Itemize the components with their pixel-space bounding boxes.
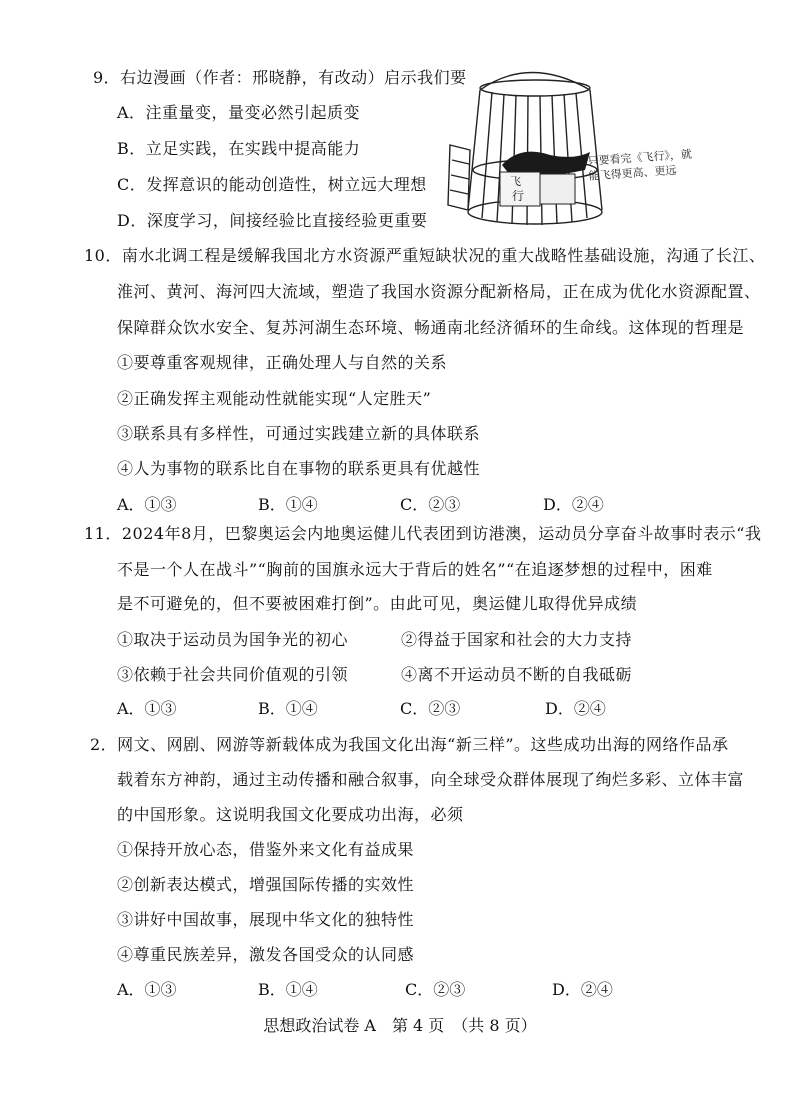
q10-item-2: ②正确发挥主观能动性就能实现“人定胜天”: [117, 389, 432, 408]
q12-item-1: ①保持开放心态，借鉴外来文化有益成果: [117, 840, 415, 859]
q12-item-4: ④尊重民族差异，激发各国受众的认同感: [117, 945, 415, 964]
q12-stem-line-3: 的中国形象。这说明我国文化要成功出海，必须: [117, 805, 464, 824]
q12-stem-line-2: 载着东方神韵，通过主动传播和融合叙事，向全球受众群体展现了绚烂多彩、立体丰富: [117, 770, 745, 789]
q10-item-3: ③联系具有多样性，可通过实践建立新的具体联系: [117, 424, 481, 443]
q12-choice-b: B．①④: [258, 980, 318, 999]
q10-stem-line-1: 10．南水北调工程是缓解我国北方水资源严重短缺状况的重大战略性基础设施，沟通了长江、: [84, 246, 766, 265]
book-label-2: 行: [512, 189, 525, 203]
q11-stem-line-1: 11．2024年8月，巴黎奥运会内地奥运健儿代表团到访港澳，运动员分享奋斗故事时表示“我: [84, 524, 762, 543]
q11-choice-c: C．②③: [400, 699, 461, 718]
q9-option-d: D．深度学习，间接经验比直接经验更重要: [117, 211, 428, 230]
q9-stem: 9．右边漫画（作者：邢晓静，有改动）启示我们要: [93, 68, 467, 87]
q10-choice-a: A．①③: [117, 495, 177, 514]
q11-stem-line-3: 是不可避免的，但不要被困难打倒”。由此可见，奥运健儿取得优异成绩: [117, 594, 638, 613]
q10-choice-c: C．②③: [400, 495, 461, 514]
q11-item-3: ③依赖于社会共同价值观的引领: [117, 665, 349, 684]
cartoon-caption: 只要看完《飞行》，就能飞得更高、更远: [587, 147, 693, 183]
q11-choice-a: A．①③: [117, 699, 177, 718]
q12-stem-line-1: 2．网文、网剧、网游等新载体成为我国文化出海“新三样”。这些成功出海的网络作品承: [90, 735, 729, 754]
q11-stem-line-2: 不是一个人在战斗”“胸前的国旗永远大于背后的姓名”“在追逐梦想的过程中，困难: [117, 560, 713, 579]
q12-item-3: ③讲好中国故事，展现中华文化的独特性: [117, 910, 415, 929]
page-footer: 思想政治试卷 A 第 4 页 （共 8 页）: [263, 1016, 537, 1035]
q12-choice-c: C．②③: [405, 980, 466, 999]
q11-item-4: ④离不开运动员不断的自我砥砺: [401, 665, 633, 684]
q12-choice-a: A．①③: [117, 980, 177, 999]
book-label-1: 飞: [510, 175, 521, 188]
q10-choice-d: D．②④: [543, 495, 604, 514]
q10-choice-b: B．①④: [258, 495, 318, 514]
q10-stem-line-2: 淮河、黄河、海河四大流域，塑造了我国水资源分配新格局，正在成为优化水资源配置、: [117, 282, 761, 301]
q10-item-1: ①要尊重客观规律，正确处理人与自然的关系: [117, 353, 448, 372]
q10-stem-line-3: 保障群众饮水安全、复苏河湖生态环境、畅通南北经济循环的生命线。这体现的哲理是: [117, 318, 745, 337]
q12-item-2: ②创新表达模式，增强国际传播的实效性: [117, 875, 415, 894]
q12-choice-d: D．②④: [552, 980, 613, 999]
q9-option-c: C．发挥意识的能动创造性，树立远大理想: [117, 175, 427, 194]
q11-item-2: ②得益于国家和社会的大力支持: [401, 630, 633, 649]
q11-item-1: ①取决于运动员为国争光的初心: [117, 630, 349, 649]
q11-choice-b: B．①④: [258, 699, 318, 718]
q9-option-b: B．立足实践，在实践中提高能力: [117, 139, 361, 158]
q11-choice-d: D．②④: [545, 699, 606, 718]
q10-item-4: ④人为事物的联系比自在事物的联系更具有优越性: [117, 459, 481, 478]
q9-option-a: A．注重量变，量变必然引起质变: [117, 103, 361, 122]
